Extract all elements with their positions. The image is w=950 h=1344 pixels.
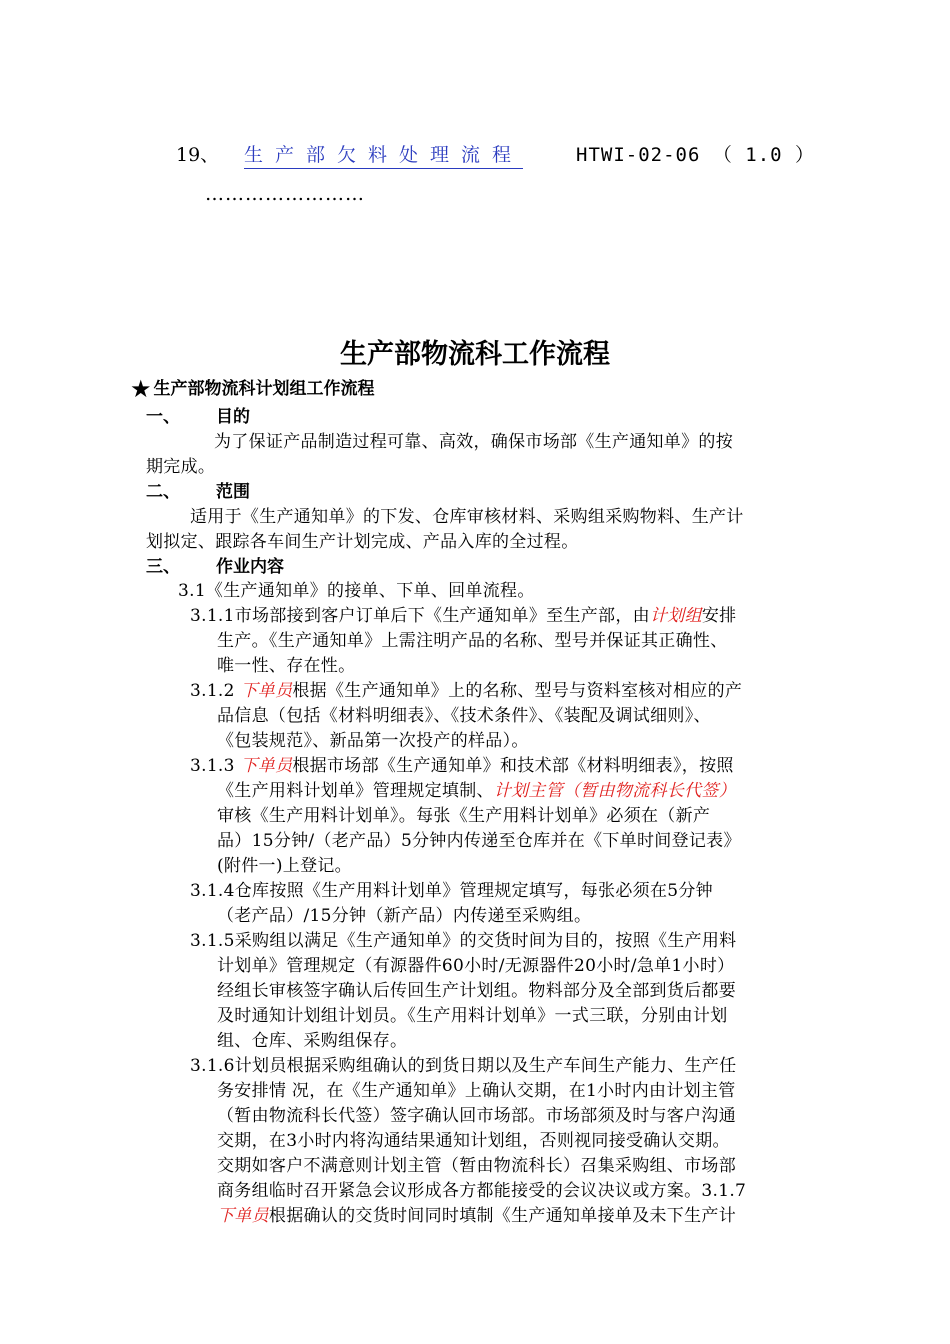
item-3-1: 3.1《生产通知单》的接单、下单、回单流程。 [178,581,535,601]
highlight-text: 计划主管（暂由物流科长代签） [493,781,737,801]
purpose-line-2: 期完成。 [146,457,216,477]
heading-number: 一、 [146,407,180,427]
item-3-1-1-line-2: 生产。《生产通知单》上需注明产品的名称、型号并保证其正确性、 [217,631,728,651]
text: 安排 [701,606,737,626]
purpose-line-1: 为了保证产品制造过程可靠、高效，确保市场部《生产通知单》的按 [214,432,733,452]
text: 3.1.3 [190,756,241,776]
section-title-text: 生产部物流科计划组工作流程 [153,379,375,399]
item-3-1-6-line-3: （暂由物流科长代签）签字确认回市场部。市场部须及时与客户沟通 [217,1106,736,1126]
highlight-text: 下单员 [240,756,293,776]
heading-purpose [146,402,250,427]
item-3-1-1-line-1 [190,601,736,626]
item-3-1-6-line-1: 3.1.6计划员根据采购组确认的到货日期以及生产车间生产能力、生产任 [190,1056,737,1076]
highlight-text: 计划组 [649,606,702,626]
item-3-1-3-line-3: 审核《生产用料计划单》。每张《生产用料计划单》必须在（新产 [217,806,711,826]
heading-text: 目的 [216,407,250,427]
toc-number: 19、 [176,144,220,166]
heading-scope [146,477,250,502]
item-3-1-5-line-1: 3.1.5采购组以满足《生产通知单》的交货时间为目的，按照《生产用料 [190,931,737,951]
item-3-1-2-line-1 [190,676,742,701]
text: 《生产用料计划单》管理规定填制、 [217,781,494,801]
star-icon: ★ [130,375,152,403]
item-3-1-5-line-5: 组、仓库、采购组保存。 [217,1031,408,1051]
heading-number: 三、 [146,557,180,577]
scope-line-1: 适用于《生产通知单》的下发、仓库审核材料、采购组采购物料、生产计 [190,507,744,527]
highlight-text: 下单员 [217,1206,269,1226]
text: 根据确认的交货时间同时填制《生产通知单接单及未下生产计 [268,1206,737,1226]
item-3-1-3-line-4: 品）15分钟/（老产品）5分钟内传递至仓库并在《下单时间登记表》 [217,831,741,851]
scope-line-2: 划拟定、跟踪各车间生产计划完成、产品入库的全过程。 [146,532,579,552]
item-3-1-6-line-5: 交期如客户不满意则计划主管（暂由物流科长）召集采购组、市场部 [217,1156,736,1176]
section-title [130,374,375,403]
item-3-1-2-line-3: 《包装规范》、新品第一次投产的样品）。 [217,731,529,751]
text: 根据市场部《生产通知单》和技术部《材料明细表》，按照 [292,756,734,776]
document-title: 生产部物流科工作流程 [340,339,610,370]
item-3-1-5-line-2: 计划单》管理规定（有源器件60小时/无源器件20小时/急单1小时） [217,956,735,976]
item-3-1-6-line-6: 商务组临时召开紧急会议形成各方都能接受的会议决议或方案。3.1.7 [217,1181,747,1201]
text: 3.1.1市场部接到客户订单后下《生产通知单》至生产部，由 [190,606,650,626]
heading-content [146,552,284,577]
item-3-1-3-line-2 [217,776,736,801]
toc-leader-dots: …………………… [205,183,365,205]
item-3-1-1-line-3: 唯一性、存在性。 [217,656,356,676]
text: 根据《生产通知单》上的名称、型号与资料室核对相应的产 [292,681,743,701]
heading-text: 作业内容 [216,557,284,577]
item-3-1-3-line-1 [190,751,734,776]
toc-link[interactable]: 生产部欠料处理流程 [244,140,523,169]
text: 3.1.2 [190,681,241,701]
item-3-1-5-line-4: 及时通知计划组计划员。《生产用料计划单》一式三联，分别由计划 [217,1006,728,1026]
item-3-1-4-line-1: 3.1.4仓库按照《生产用料计划单》管理规定填写，每张必须在5分钟 [190,881,713,901]
item-3-1-4-line-2: （老产品）/15分钟（新产品）内传递至采购组。 [217,906,592,926]
item-3-1-5-line-3: 经组长审核签字确认后传回生产计划组。物料部分及全部到货后都要 [217,981,736,1001]
item-3-1-2-line-2: 品信息（包括《材料明细表》、《技术条件》、《装配及调试细则》、 [217,706,711,726]
item-3-1-7-line-1 [217,1201,736,1226]
highlight-text: 下单员 [240,681,293,701]
item-3-1-6-line-4: 交期，在3小时内将沟通结果通知计划组，否则视同接受确认交期。 [217,1131,730,1151]
toc-code: HTWI-02-06 （ 1.0 ） [576,144,816,166]
heading-number: 二、 [146,482,180,502]
heading-text: 范围 [216,482,250,502]
item-3-1-3-line-5: (附件一)上登记。 [217,856,352,876]
item-3-1-6-line-2: 务安排情 况，在《生产通知单》上确认交期，在1小时内由计划主管 [217,1081,736,1101]
